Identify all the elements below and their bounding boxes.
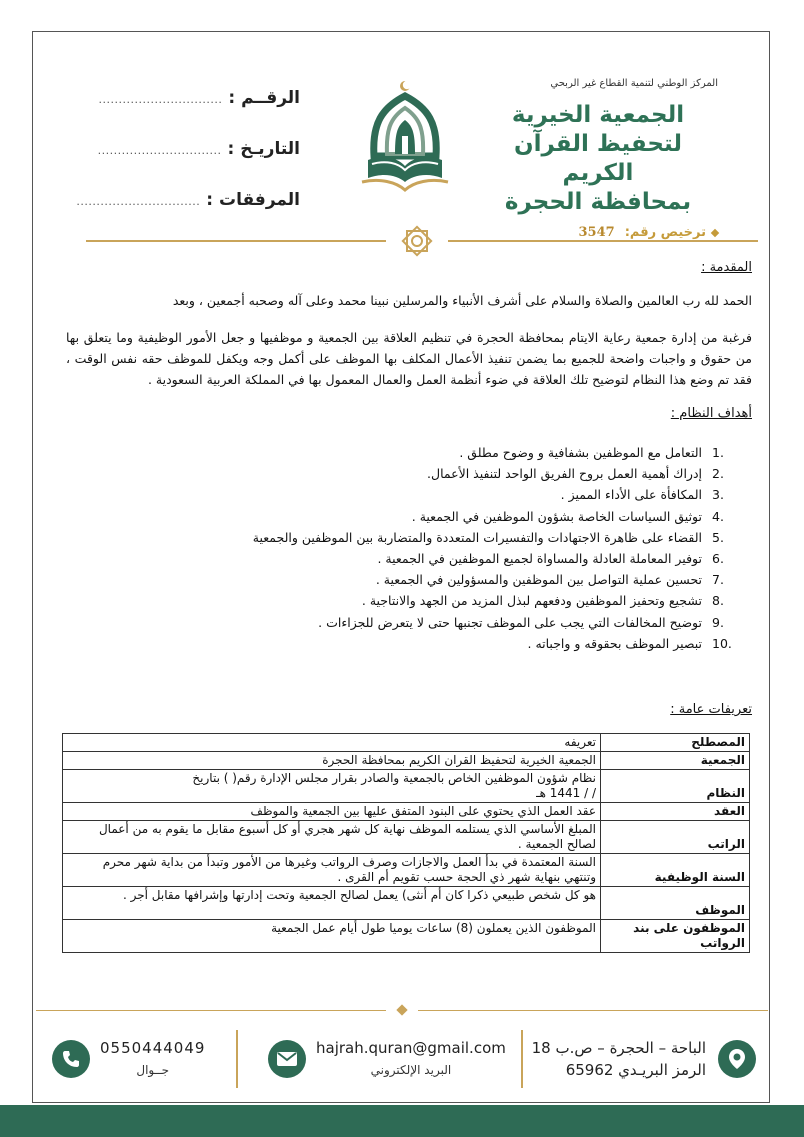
field-label: التاريـخ : [227, 139, 300, 159]
footer-separator [236, 1030, 238, 1088]
attachments-field [76, 190, 300, 241]
intro-paragraph: فرغبة من إدارة جمعية رعاية الايتام بمحافظة الحجرة في تنظيم العلاقة بين الجمعية و موظفيها و جعل الأمور الوظيفية وما يتعلق بها من حقوق و واجبات واضحة للجميع بما يضمن تنفيذ الأعمال المكلف بها الموظف على أكمل وجه ويكفل للموظف حقه نفس الوقت ، فقد تم وضع هذا النظام لتوضيح تلك العلاقة في ضوء أنظمة العمل والعمال المعمول بها في المملكة العربية السعودية . [66, 330, 752, 387]
definition-cell: نظام شؤون الموظفين الخاص بالجمعية والصادر بقرار مجلس الإدارة رقم( ) بتاريخ / / 1441 هـ [63, 770, 601, 803]
license-number: 3547 [578, 225, 615, 240]
diamond-icon [711, 228, 719, 236]
goal-text: المكافأة على الأداء المميز . [560, 487, 702, 503]
phone-text [100, 1037, 205, 1081]
address-contact [532, 1029, 756, 1089]
goal-number: 7. [712, 572, 724, 588]
goal-text: تحسين عملية التواصل بين الموظفين والمسؤولين في الجمعية . [375, 572, 702, 588]
mosque-book-logo [362, 78, 448, 196]
term-cell: الموظفون على بند الرواتب [601, 920, 750, 953]
definition-cell: عقد العمل الذي يحتوي على البنود المتفق عليها بين الجمعية والموظف [63, 803, 601, 821]
definition-header: تعريفه [63, 734, 601, 752]
license-label: ترخيص رقم: [624, 225, 706, 240]
term-cell: النظام [601, 770, 750, 803]
definition-cell: هو كل شخص طبيعي ذكرا كان أم أنثى) يعمل لصالح الجمعية وتحت إدارتها وإشرافها مقابل أجر . [63, 887, 601, 920]
goal-item [102, 612, 742, 633]
diamond-icon [396, 1004, 408, 1016]
table-row [63, 821, 750, 854]
goal-number: 9. [712, 614, 724, 630]
field-label: المرفقات : [206, 190, 300, 210]
term-header: المصطلح [601, 734, 750, 752]
goal-item [102, 548, 742, 569]
definition-cell: السنة المعتمدة في بدأ العمل والاجازات وصرف الرواتب وغيرها من الأمور وتبدأ من بداية شهر محرم وتنتهي بنهاية شهر ذي الحجة حسب تقويم أم القرى . [63, 854, 601, 887]
phone-contact [52, 1029, 205, 1089]
field-dots: ............................... [98, 93, 223, 106]
org-name-line-3: بمحافظة الحجرة [504, 189, 692, 215]
org-header [478, 78, 718, 240]
field-dots: ............................... [97, 144, 222, 157]
table-row [63, 803, 750, 821]
definition-cell: الجمعية الخيرية لتحفيظ القران الكريم بمحافظة الحجرة [63, 752, 601, 770]
goal-number: 6. [712, 550, 724, 566]
footer-line-left [36, 1010, 386, 1011]
document-fields [76, 88, 300, 241]
org-name-line-1: الجمعية الخيرية [511, 102, 685, 128]
goal-item [102, 506, 742, 527]
goal-item [102, 633, 742, 654]
field-dots: ............................... [76, 195, 201, 208]
goal-text: تشجيع وتحفيز الموظفين ودفعهم لبذل المزيد من الجهد والانتاجية . [361, 593, 702, 609]
table-header-row [63, 734, 750, 752]
phone-number[interactable]: 0550444049 [100, 1039, 206, 1057]
goal-number: 3. [712, 487, 724, 503]
goal-text: إدراك أهمية العمل بروح الفريق الواحد لتنفيذ الأعمال. [427, 466, 702, 482]
intro-greeting: الحمد لله رب العالمين والصلاة والسلام على أشرف الأنبياء والمرسلين نبينا محمد وعلى آله وصحبه أجمعين ، وبعد [172, 293, 752, 308]
date-field [90, 139, 300, 190]
address-text [532, 1037, 706, 1081]
footer-line-right [418, 1010, 768, 1011]
phone-label: جــوال [136, 1063, 170, 1077]
table-row [63, 854, 750, 887]
footer-bar [0, 1105, 804, 1137]
license [478, 225, 718, 240]
goal-item [102, 590, 742, 611]
goal-number: 8. [712, 593, 724, 609]
email-text [316, 1037, 506, 1081]
goal-number: 5. [712, 529, 724, 545]
table-row [63, 770, 750, 803]
center-name: المركز الوطني لتنمية القطاع غير الربحي [550, 78, 718, 89]
goals-title: أهداف النظام : [670, 406, 752, 421]
address-line-1: الباحة – الحجرة – ص.ب 18 [531, 1039, 706, 1057]
definition-cell: المبلغ الأساسي الذي يستلمه الموظف نهاية كل شهر هجري أو كل أسبوع مقابل ما يقوم به من أعمال لصالح الجمعية . [63, 821, 601, 854]
goal-number: 10. [712, 635, 732, 651]
goal-item [102, 527, 742, 548]
definitions-title: تعريفات عامة : [670, 702, 752, 717]
goal-text: توضيح المخالفات التي يجب على الموظف تجنبها حتى لا يتعرض للجزاءات . [318, 614, 702, 630]
goal-item [102, 442, 742, 463]
definition-cell: الموظفون الذين يعملون (8) ساعات يوميا طول أيام عمل الجمعية [63, 920, 601, 953]
goal-number: 2. [712, 466, 724, 482]
email-contact [268, 1029, 506, 1089]
org-name-line-2: لتحفيظ القرآن الكريم [513, 131, 683, 186]
table-row [63, 920, 750, 953]
location-pin-icon [718, 1040, 756, 1078]
goal-item [102, 569, 742, 590]
star-ornament-icon [400, 224, 434, 258]
term-cell: العقد [601, 803, 750, 821]
field-label: الرقــم : [228, 88, 300, 108]
envelope-icon [268, 1040, 306, 1078]
intro-title: المقدمة : [701, 260, 752, 275]
table-row [63, 887, 750, 920]
email-label: البريد الإلكتروني [370, 1063, 452, 1077]
reference-number-field [90, 88, 300, 139]
goal-text: التعامل مع الموظفين بشفافية و وضوح مطلق . [459, 445, 702, 460]
divider-line-right [448, 240, 758, 242]
footer-separator [521, 1030, 523, 1088]
goal-text: تبصير الموظف بحقوقه و واجباته . [527, 635, 702, 651]
goal-item [102, 484, 742, 505]
goal-text: القضاء على ظاهرة الاجتهادات والتفسيرات المتعددة والمتضاربة بين الموظفين والجمعية [252, 529, 702, 545]
term-cell: الراتب [601, 821, 750, 854]
divider-line-left [86, 240, 386, 242]
goal-text: توفير المعاملة العادلة والمساواة لجميع الموظفين في الجمعية . [377, 550, 702, 566]
goal-number: 1. [712, 445, 724, 460]
address-line-2: الرمز البريـدي 65962 [565, 1061, 706, 1079]
email-address[interactable]: hajrah.quran@gmail.com [316, 1039, 506, 1057]
term-cell: السنة الوظيفية [601, 854, 750, 887]
definitions-table [62, 733, 750, 953]
goals-list [102, 442, 742, 654]
goal-text: توثيق السياسات الخاصة بشؤون الموظفين في الجمعية . [411, 508, 702, 524]
goal-item [102, 463, 742, 484]
table-row [63, 752, 750, 770]
term-cell: الجمعية [601, 752, 750, 770]
phone-icon [52, 1040, 90, 1078]
goal-number: 4. [712, 508, 724, 524]
term-cell: الموظف [601, 887, 750, 920]
